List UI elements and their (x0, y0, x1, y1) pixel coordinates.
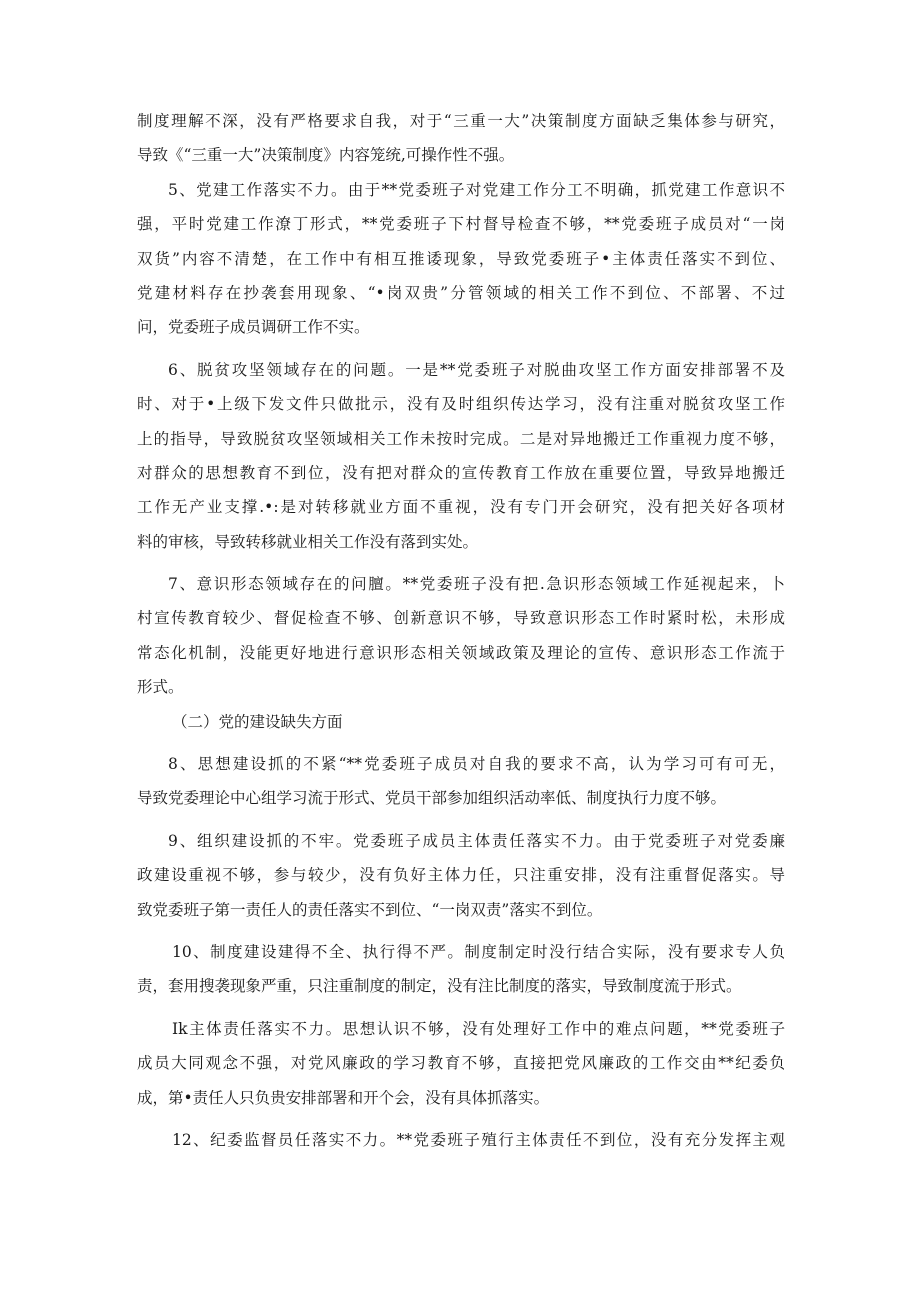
paragraph-spacer (137, 345, 785, 353)
text-line: 导致《“三重一大”决策制度》内容笼统,可操作性不强。 (137, 146, 515, 165)
paragraph-item-6 (137, 353, 785, 559)
text-line: 7、意识形态领域存在的问膻。**党委班子没有把.急识形态领域工作延视起来，卜 (168, 575, 785, 594)
paragraph-item-9 (137, 824, 785, 927)
text-line: 责，套用搜袭现象严重，只注重制度的制定，没有注比制度的落实，导致制度流于形式。 (137, 977, 742, 996)
text-line: 政建设重视不够，参与较少，没有负好主体力任，只注重安排，没有注重督促落实。导 (137, 866, 785, 885)
text-line: 对群众的思想教育不到位，没有把对群众的宣传教育工作放在重要位置，导致异地搬迁 (137, 463, 785, 482)
paragraph-spacer (137, 559, 785, 567)
text-line: 6、脱贫攻坚领域存在的问题。一是**党委班子对脱曲攻坚工作方面安排部署不及 (168, 360, 785, 379)
text-line: 成员大同观念不强，对党风廉政的学习教育不够，直接把党风廉政的工作交由**纪委负 (137, 1054, 785, 1073)
paragraph-item-8 (137, 747, 785, 816)
paragraph-item-12 (137, 1123, 785, 1157)
text-line: 时、对于•上级下发文件只做批示，没有及时组织传达学习，没有注重对脱贫攻坚工作 (137, 395, 785, 414)
paragraph-continuation (137, 104, 785, 173)
section-heading (137, 705, 785, 739)
section-heading-text: （二）党的建设缺失方面 (172, 712, 343, 731)
paragraph-item-10 (137, 935, 785, 1004)
text-line: 12、纪委监督员任落实不力。**党委班子殖行主体责任不到位，没有充分发挥主观 (172, 1130, 785, 1149)
text-line: 料的审核，导致转移就业相关工作没有落到实处。 (137, 532, 479, 551)
text-line: 9、组织建设抓的不牢。党委班子成员主体责任落实不力。由于党委班子对党委廉 (168, 831, 785, 850)
text-line: 致党委班子第一责任人的责任落实不到位、“一岗双责”落实不到位。 (137, 900, 603, 919)
paragraph-spacer (137, 927, 785, 935)
text-line: 工作无产业支撑.•:是对转移就业方面不重视，没有专门开会研究，没有把关好各项材 (137, 498, 785, 517)
text-line: 制度理解不深，没有严格要求自我，对于“三重一大”决策制度方面缺乏集体参与研究， (137, 112, 785, 130)
text-line: 10、制度建设建得不全、执行得不严。制度制定时没行结合实际，没有要求专人负 (172, 942, 785, 961)
paragraph-item-11 (137, 1012, 785, 1115)
paragraph-spacer (137, 816, 785, 824)
text-line: 双货”内容不清楚，在工作中有相互推诿现象，导致党委班子•主体责任落实不到位、 (137, 249, 785, 268)
text-line: 强，平时党建工作潦丁形式，**党委班子下村督导检查不够，**党委班子成员对“一岗 (137, 215, 785, 234)
paragraph-item-5 (137, 173, 785, 345)
text-line: 5、党建工作落实不力。由于**党委班子对党建工作分工不明确，抓党建工作意识不 (168, 180, 785, 199)
paragraph-spacer (137, 1115, 785, 1123)
text-line: 形式。 (137, 678, 184, 697)
text-line: 问，党委班子成员调研工作不实。 (137, 318, 370, 337)
text-line: 村宣传教育较少、督促检查不够、创新意识不够，导致意识形态工作时紧时松，未形成 (137, 609, 785, 628)
text-line: 导致党委理论中心组学习流于形式、党员干部参加组织活动率低、制度执行力度不够。 (137, 789, 727, 808)
text-line: 常态化机制，没能更好地进行意识形态相关领域政策及理论的宣传、意识形态工作流于 (137, 643, 785, 662)
document-body (137, 104, 785, 1157)
text-line: Ik主体责任落实不力。思想认识不够，没有处理好工作中的难点问题，**党委班子 (172, 1019, 785, 1038)
text-line: 8、思想建设抓的不紧“**党委班子成员对自我的要求不高，认为学习可有可无， (168, 755, 785, 774)
paragraph-spacer (137, 739, 785, 747)
text-line: 成，第•责任人只负贵安排部署和开个会，没有具体抓落实。 (137, 1088, 550, 1107)
text-line: 上的指导，导致脱贫攻坚领域相关工作未按时完成。二是对异地搬迁工作重视力度不够， (137, 429, 785, 448)
text-line: 党建材料存在抄袭套用现象、“•岗双贵”分管领域的相关工作不到位、不部署、不过 (137, 283, 785, 302)
paragraph-item-7 (137, 567, 785, 705)
paragraph-spacer (137, 1004, 785, 1012)
